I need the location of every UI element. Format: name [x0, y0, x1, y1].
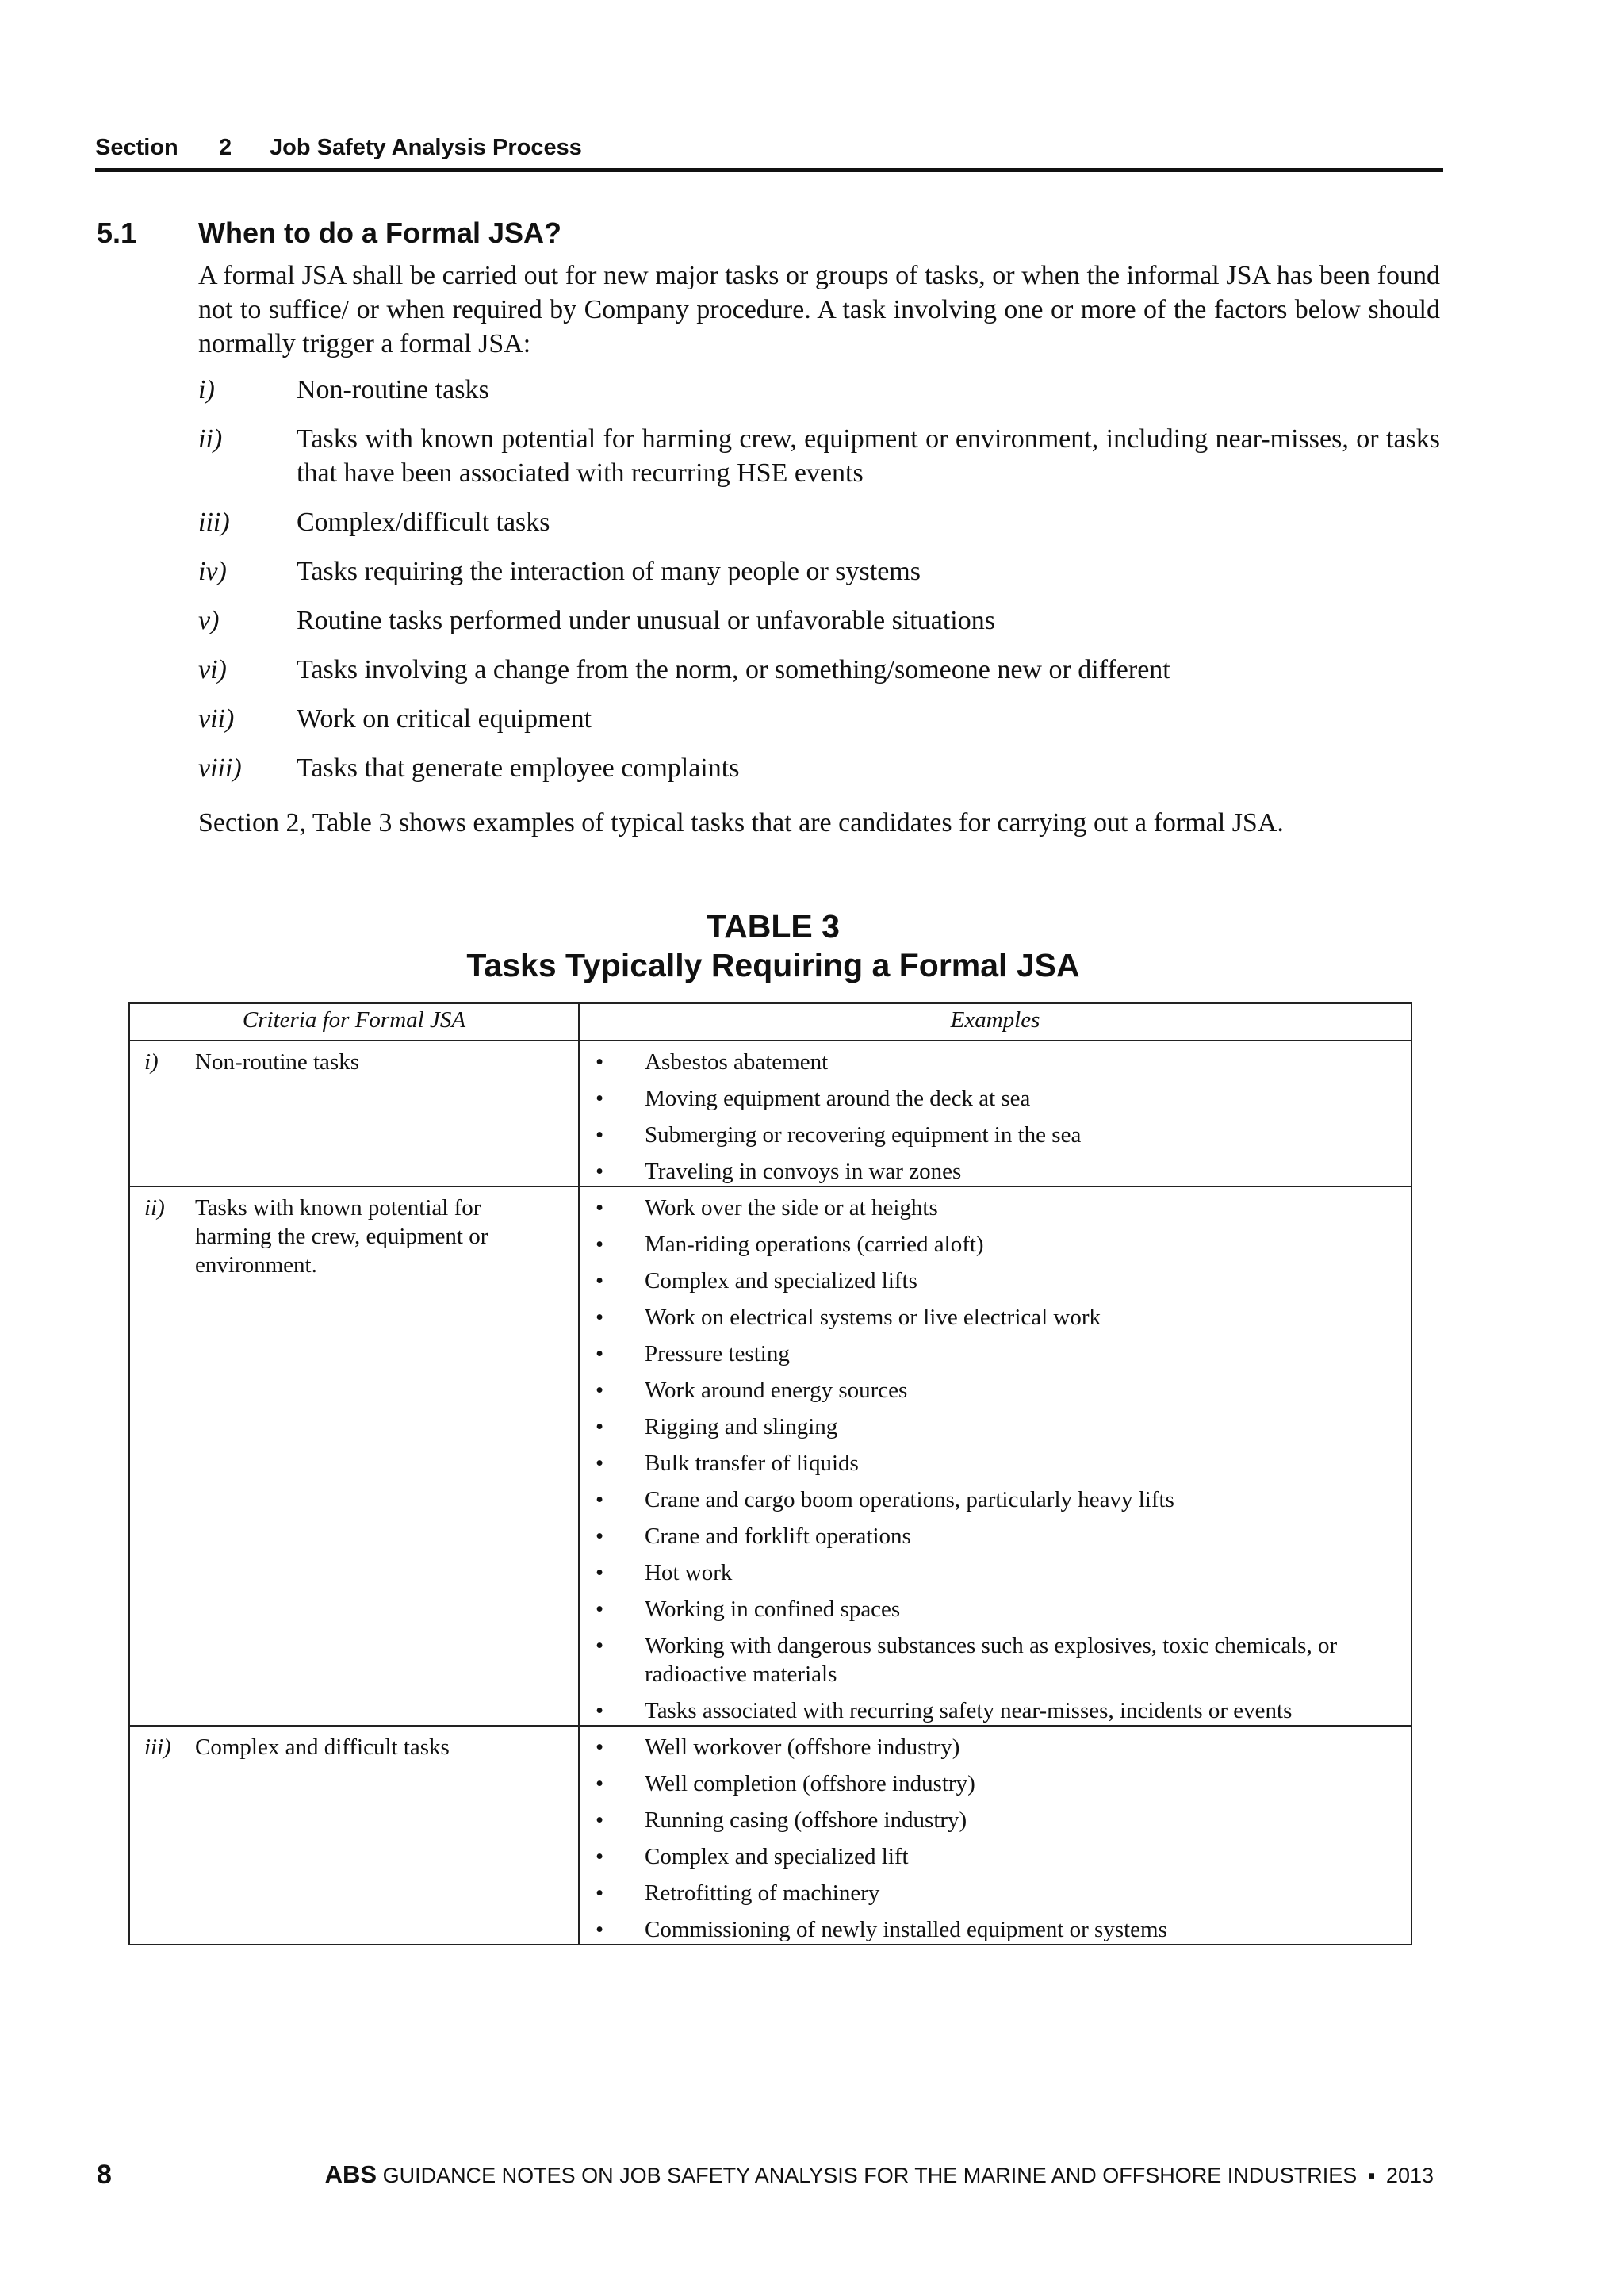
bullet: •: [596, 1734, 604, 1760]
bullet: •: [596, 1195, 604, 1221]
footer-brand: ABS: [324, 2160, 377, 2188]
footer-year: 2013: [1385, 2164, 1434, 2187]
bullet: •: [596, 1232, 604, 1257]
criteria-number: i): [144, 1049, 159, 1075]
example-item: [580, 1769, 1411, 1798]
criteria-text: Non-routine tasks: [195, 1049, 359, 1075]
list-item-text: Tasks with known potential for harming crew, equipment or environment, including near-misses, or tasks that have been associated with recurring HSE events: [297, 424, 1440, 488]
example-text: Retrofitting of machinery: [645, 1880, 880, 1906]
example-item: [580, 1267, 1411, 1295]
bullet: •: [596, 1049, 604, 1075]
criteria-cell: [129, 1041, 579, 1186]
examples-cell: [579, 1186, 1411, 1726]
bullet: •: [596, 1698, 604, 1723]
criteria-cell: [129, 1726, 579, 1945]
bullet: •: [596, 1771, 604, 1796]
example-text: Crane and cargo boom operations, particularly heavy lifts: [645, 1487, 1174, 1512]
bullet: •: [596, 1414, 604, 1439]
table-row: [129, 1186, 1411, 1726]
examples-list: [580, 1048, 1411, 1186]
footer-title: GUIDANCE NOTES ON JOB SAFETY ANALYSIS FOR THE MARINE AND OFFSHORE INDUSTRIES: [382, 2164, 1358, 2187]
list-item-text: Tasks that generate employee complaints: [297, 753, 740, 783]
bullet: •: [596, 1844, 604, 1869]
example-item: [580, 1376, 1411, 1405]
example-item: [580, 1303, 1411, 1332]
list-item: [198, 702, 1440, 736]
list-item: [198, 422, 1440, 490]
bullet: •: [596, 1633, 604, 1658]
criteria-number: iii): [144, 1734, 171, 1760]
bullet: •: [596, 1305, 604, 1330]
list-item-text: Routine tasks performed under unusual or unfavorable situations: [297, 606, 995, 635]
example-item: [580, 1449, 1411, 1478]
table-row: [129, 1041, 1411, 1186]
header-section-number: 2: [219, 135, 232, 160]
header-section-label: Section: [95, 135, 178, 160]
example-text: Traveling in convoys in war zones: [645, 1159, 962, 1184]
example-text: Submerging or recovering equipment in the sea: [645, 1122, 1082, 1148]
example-item: [580, 1522, 1411, 1550]
page-number: 8: [97, 2160, 112, 2190]
list-item-text: Non-routine tasks: [297, 375, 489, 404]
example-item: [580, 1733, 1411, 1761]
bullet: •: [596, 1917, 604, 1942]
example-item: [580, 1595, 1411, 1623]
examples-list: [580, 1194, 1411, 1725]
list-item-number: vii): [198, 704, 235, 734]
list-item-number: v): [198, 606, 220, 635]
criteria-number: ii): [144, 1195, 165, 1221]
footer: [325, 2160, 1434, 2190]
example-item: [580, 1842, 1411, 1871]
bullet: •: [596, 1807, 604, 1833]
closing-paragraph: Section 2, Table 3 shows examples of typical tasks that are candidates for carrying out a formal JSA.: [198, 808, 1284, 838]
example-item: [580, 1412, 1411, 1441]
example-text: Work around energy sources: [645, 1378, 908, 1403]
criteria-list: [198, 373, 1440, 800]
bullet: •: [596, 1880, 604, 1906]
example-item: [580, 1340, 1411, 1368]
example-text: Man-riding operations (carried aloft): [645, 1232, 984, 1257]
example-item: [580, 1084, 1411, 1113]
list-item-number: vi): [198, 655, 227, 684]
running-header: [95, 133, 1443, 172]
bullet: •: [596, 1268, 604, 1294]
bullet: •: [596, 1086, 604, 1111]
bullet: •: [596, 1159, 604, 1184]
list-item-number: iii): [198, 508, 230, 537]
example-text: Rigging and slinging: [645, 1414, 838, 1439]
section-title: When to do a Formal JSA?: [198, 217, 562, 249]
examples-cell: [579, 1041, 1411, 1186]
example-text: Pressure testing: [645, 1341, 790, 1366]
list-item-text: Tasks involving a change from the norm, or something/someone new or different: [297, 655, 1170, 684]
example-item: [580, 1230, 1411, 1259]
example-text: Work over the side or at heights: [645, 1195, 938, 1221]
example-item: [580, 1806, 1411, 1834]
example-item: [580, 1879, 1411, 1907]
bullet: •: [596, 1596, 604, 1622]
list-item-number: viii): [198, 753, 242, 783]
jsa-table: [128, 1002, 1412, 1945]
list-item: [198, 505, 1440, 539]
example-item: [580, 1157, 1411, 1186]
bullet: •: [596, 1122, 604, 1148]
example-text: Commissioning of newly installed equipment or systems: [645, 1917, 1167, 1942]
example-text: Hot work: [645, 1560, 733, 1585]
example-item: [580, 1915, 1411, 1944]
example-item: [580, 1485, 1411, 1514]
criteria-text: Tasks with known potential for harming the crew, equipment or environment.: [195, 1195, 488, 1278]
bullet: •: [596, 1451, 604, 1476]
table-title: Tasks Typically Requiring a Formal JSA: [466, 947, 1080, 983]
criteria-text: Complex and difficult tasks: [195, 1734, 450, 1760]
list-item: [198, 554, 1440, 588]
bullet: •: [596, 1378, 604, 1403]
list-item-number: iv): [198, 557, 227, 586]
section-number: 5.1: [97, 217, 137, 249]
example-item: [580, 1631, 1411, 1688]
table-label: TABLE 3: [707, 908, 840, 945]
list-item-text: Tasks requiring the interaction of many people or systems: [297, 557, 921, 586]
examples-column-header: Examples: [579, 1003, 1411, 1041]
example-text: Asbestos abatement: [645, 1049, 829, 1075]
example-text: Running casing (offshore industry): [645, 1807, 967, 1833]
list-item: [198, 653, 1440, 687]
example-text: Bulk transfer of liquids: [645, 1451, 859, 1476]
bullet: •: [596, 1341, 604, 1366]
bullet: •: [596, 1524, 604, 1549]
example-text: Work on electrical systems or live electrical work: [645, 1305, 1101, 1330]
list-item: [198, 373, 1440, 407]
list-item-text: Complex/difficult tasks: [297, 508, 550, 537]
example-text: Tasks associated with recurring safety near-misses, incidents or events: [645, 1698, 1293, 1723]
example-text: Well workover (offshore industry): [645, 1734, 960, 1760]
criteria-column-header: Criteria for Formal JSA: [129, 1003, 579, 1041]
table-header-row: [129, 1003, 1411, 1041]
example-text: Complex and specialized lifts: [645, 1268, 917, 1294]
bullet: •: [596, 1487, 604, 1512]
example-text: Crane and forklift operations: [645, 1524, 911, 1549]
example-item: [580, 1696, 1411, 1725]
list-item-number: ii): [198, 424, 223, 454]
examples-list: [580, 1733, 1411, 1944]
example-item: [580, 1121, 1411, 1149]
list-item: [198, 751, 1440, 785]
header-section-title: Job Safety Analysis Process: [270, 135, 582, 160]
intro-paragraph: A formal JSA shall be carried out for new major tasks or groups of tasks, or when the informal JSA has been found not to suffice/ or when required by Company procedure. A task involving one or more of the factors below should normally trigger a formal JSA:: [198, 261, 1440, 358]
example-text: Working with dangerous substances such as explosives, toxic chemicals, or radioactive materials: [645, 1633, 1338, 1687]
example-item: [580, 1048, 1411, 1076]
criteria-cell: [129, 1186, 579, 1726]
bullet: •: [596, 1560, 604, 1585]
examples-cell: [579, 1726, 1411, 1945]
example-text: Moving equipment around the deck at sea: [645, 1086, 1031, 1111]
example-text: Well completion (offshore industry): [645, 1771, 975, 1796]
example-item: [580, 1558, 1411, 1587]
list-item: [198, 604, 1440, 638]
example-text: Working in confined spaces: [645, 1596, 901, 1622]
example-item: [580, 1194, 1411, 1222]
footer-separator: ▪: [1367, 2164, 1376, 2187]
list-item-text: Work on critical equipment: [297, 704, 592, 734]
list-item-number: i): [198, 375, 215, 404]
example-text: Complex and specialized lift: [645, 1844, 909, 1869]
table-row: [129, 1726, 1411, 1945]
